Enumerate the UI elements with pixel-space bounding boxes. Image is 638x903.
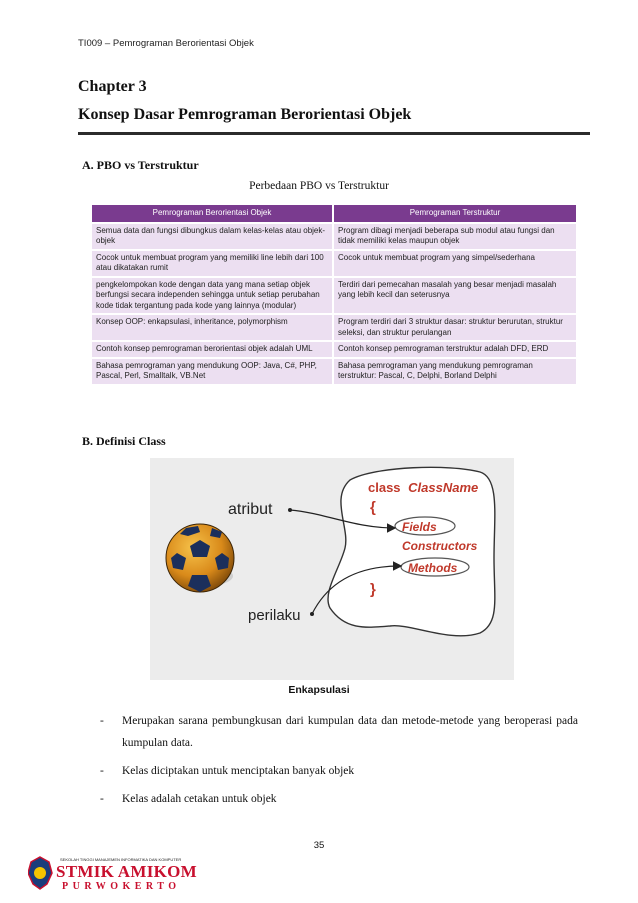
close-brace: } <box>370 581 376 598</box>
section-a-heading: A. PBO vs Terstruktur <box>82 158 199 172</box>
table-cell: Contoh konsep pemrograman terstruktur adalah DFD, ERD <box>334 342 576 357</box>
table-header-cell: Pemrograman Terstruktur <box>334 205 576 222</box>
table-header-row <box>92 205 576 222</box>
label-atribut: atribut <box>228 501 273 518</box>
list-item <box>100 760 578 782</box>
chapter-title: Konsep Dasar Pemrograman Berorientasi Objek <box>78 106 412 123</box>
logo-subtitle: SEKOLAH TINGGI MANAJEMEN INFORMATIKA DAN KOMPUTER <box>60 857 182 862</box>
bullet-marker: - <box>100 765 104 777</box>
table-cell: Terdiri dari pemecahan masalah yang besar menjadi masalah yang lebih kecil dan seterusnya <box>334 278 576 314</box>
bullet-marker: - <box>100 793 104 805</box>
member-constructors: Constructors <box>402 539 478 553</box>
table-cell: Program dibagi menjadi beberapa sub modul atau fungsi dan tidak memiliki kelas maupun objek <box>334 224 576 249</box>
list-item-text: Kelas diciptakan untuk menciptakan banyak objek <box>122 765 355 777</box>
chapter-number: Chapter 3 <box>78 78 147 95</box>
section-b-heading: B. Definisi Class <box>82 434 166 448</box>
table-cell: Contoh konsep pemrograman berorientasi objek adalah UML <box>92 342 334 357</box>
class-keyword: class <box>368 480 401 495</box>
comparison-table <box>92 203 576 386</box>
open-brace: { <box>370 499 376 516</box>
list-item <box>100 710 578 754</box>
member-methods: Methods <box>408 561 458 575</box>
table-cell: pengkelompokan kode dengan data yang mana setiap objek berfungsi secara independen sehingga untuk setiap perubahan kode tidak tergantung pada kode yang lainnya (modular) <box>92 278 334 314</box>
table-cell: Semua data dan fungsi dibungkus dalam kelas-kelas atau objek-objek <box>92 224 334 249</box>
encapsulation-diagram <box>150 458 514 680</box>
table-cell: Cocok untuk membuat program yang simpel/sederhana <box>334 251 576 276</box>
table-row <box>92 224 576 249</box>
running-header: TI009 – Pemrograman Berorientasi Objek <box>78 38 254 49</box>
class-name: ClassName <box>408 480 479 495</box>
ball-icon <box>166 524 234 592</box>
list-item <box>100 788 578 810</box>
table-cell: Program terdiri dari 3 struktur dasar: struktur berurutan, struktur seleksi, dan struktur perulangan <box>334 315 576 340</box>
member-fields: Fields <box>402 520 437 534</box>
logo-name: STMIK AMIKOM <box>56 862 198 881</box>
title-rule <box>78 132 590 135</box>
table-cell: Cocok untuk membuat program yang memiliki line lebih dari 100 atau dikatakan rumit <box>92 251 334 276</box>
table-caption: Perbedaan PBO vs Terstruktur <box>249 180 389 192</box>
bullet-marker: - <box>100 715 104 727</box>
table-cell: Bahasa pemrograman yang mendukung pemrograman terstruktur: Pascal, C, Delphi, Borland Delphi <box>334 359 576 384</box>
table-row <box>92 359 576 384</box>
bullet-list <box>100 710 578 816</box>
table-row <box>92 278 576 314</box>
logo-city: PURWOKERTO <box>62 881 181 892</box>
table-cell: Konsep OOP: enkapsulasi, inheritance, polymorphism <box>92 315 334 340</box>
table-header-cell: Pemrograman Berorientasi Objek <box>92 205 334 222</box>
table-row <box>92 251 576 276</box>
list-item-text: Merupakan sarana pembungkusan dari kumpulan data dan metode-metode yang beroperasi pada kumpulan data. <box>122 715 578 749</box>
table-cell: Bahasa pemrograman yang mendukung OOP: Java, C#, PHP, Pascal, Perl, Smalltalk, VB.Net <box>92 359 334 384</box>
encapsulation-figure <box>150 458 514 680</box>
figure-caption: Enkapsulasi <box>288 684 350 696</box>
label-perilaku: perilaku <box>248 607 301 624</box>
svg-text:class ClassName <box>368 480 478 495</box>
page-number: 35 <box>313 840 325 851</box>
table-row <box>92 315 576 340</box>
list-item-text: Kelas adalah cetakan untuk objek <box>122 793 277 805</box>
table-row <box>92 342 576 357</box>
